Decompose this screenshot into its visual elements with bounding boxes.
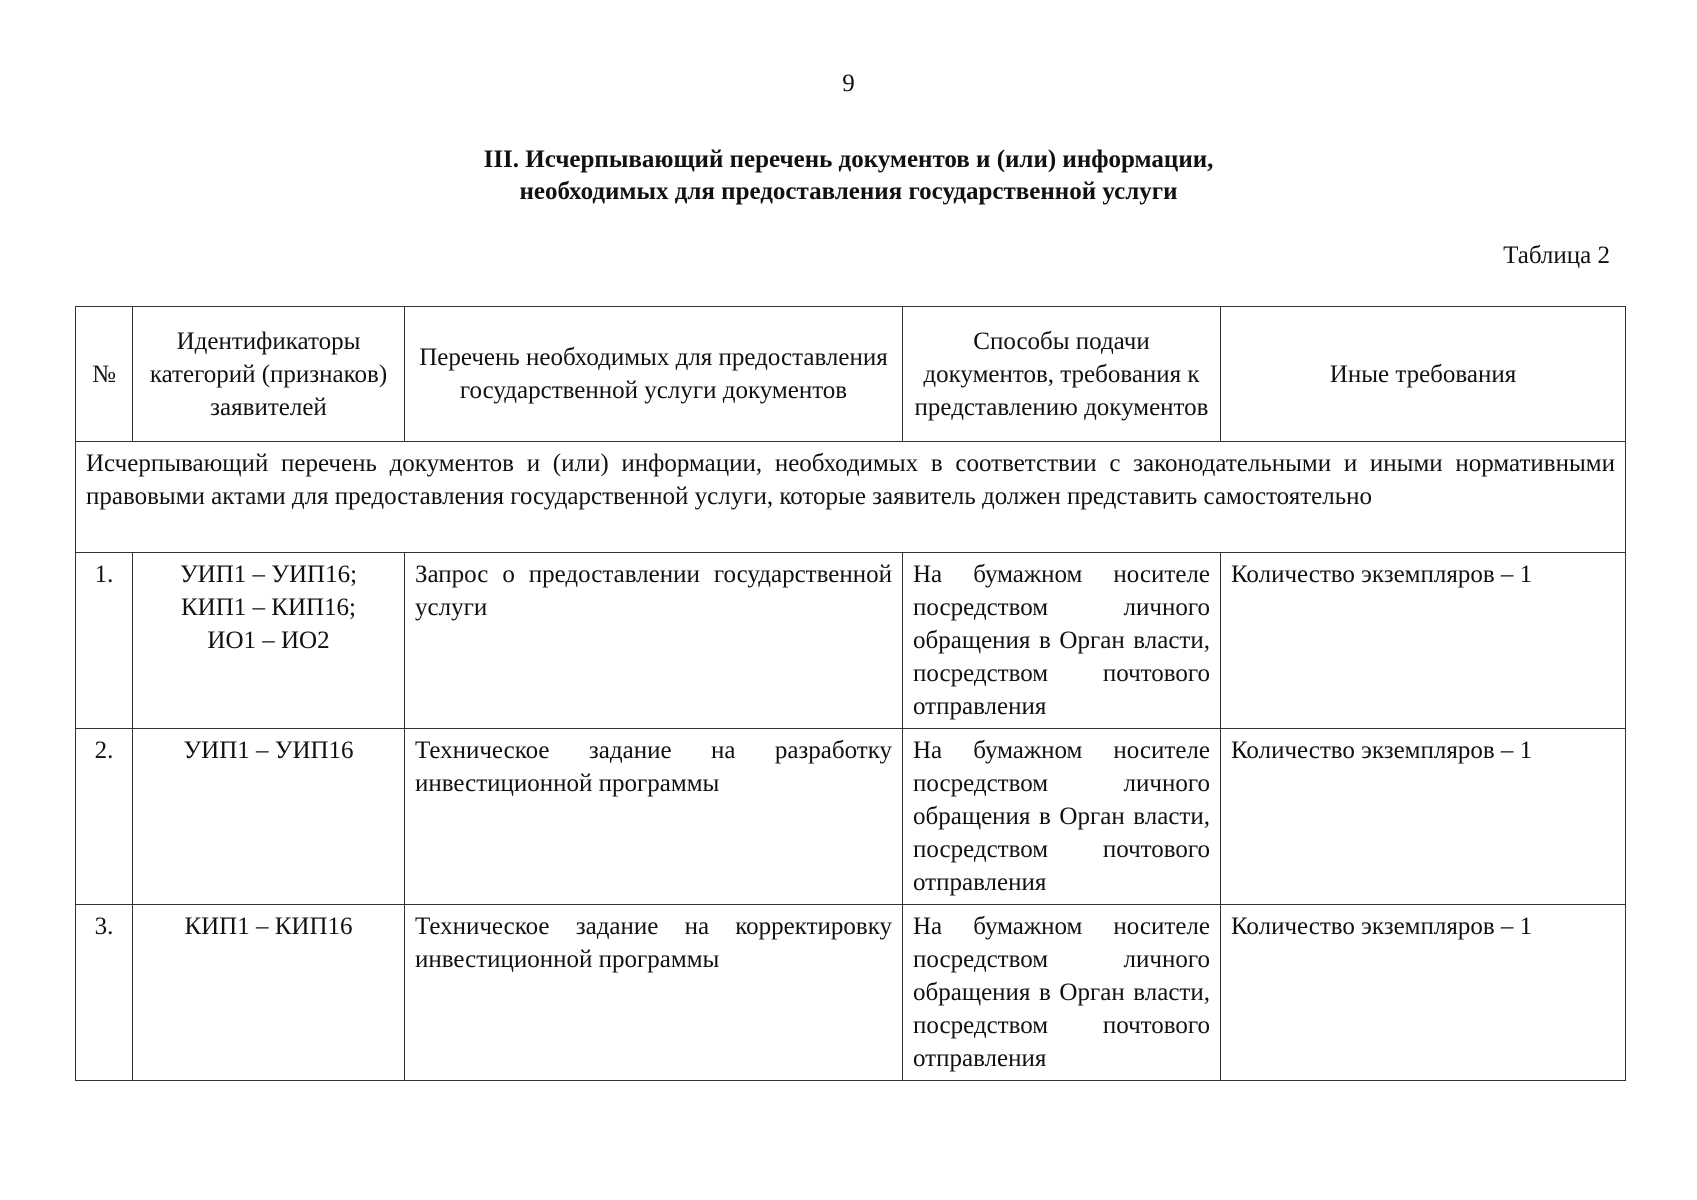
section-title-line-2: необходимых для предоставления государственной услуги (519, 178, 1178, 205)
section-title (0, 144, 1697, 208)
applicant-id-line: УИП1 – УИП16; (179, 561, 358, 588)
row-submission-method: На бумажном носителе посредством личного обращения в Орган власти, посредством почтового отправления (903, 729, 1221, 905)
section-row (76, 442, 1626, 553)
row-document: Техническое задание на разработку инвестиционной программы (405, 729, 903, 905)
header-applicant-ids: Идентификаторы категорий (признаков) заявителей (133, 307, 405, 442)
row-applicant-ids (133, 729, 405, 905)
applicant-id-line: ИО1 – ИО2 (207, 627, 330, 654)
header-submission-methods: Способы подачи документов, требования к представлению документов (903, 307, 1221, 442)
header-documents: Перечень необходимых для предоставления государственной услуги документов (405, 307, 903, 442)
row-number: 3. (76, 905, 133, 1081)
row-number: 1. (76, 553, 133, 729)
row-submission-method: На бумажном носителе посредством личного обращения в Орган власти, посредством почтового отправления (903, 553, 1221, 729)
row-submission-method: На бумажном носителе посредством личного обращения в Орган власти, посредством почтового отправления (903, 905, 1221, 1081)
header-other-requirements: Иные требования (1221, 307, 1626, 442)
table-row (76, 553, 1626, 729)
documents-table (75, 306, 1626, 1081)
row-other-requirements: Количество экземпляров – 1 (1221, 553, 1626, 729)
row-document: Техническое задание на корректировку инвестиционной программы (405, 905, 903, 1081)
table-header-row (76, 307, 1626, 442)
row-applicant-ids (133, 553, 405, 729)
row-other-requirements: Количество экземпляров – 1 (1221, 729, 1626, 905)
applicant-id-line: УИП1 – УИП16 (183, 737, 354, 764)
section-row-text: Исчерпывающий перечень документов и (или) информации, необходимых в соответствии с законодательными и иными нормативными правовыми актами для предоставления государственной услуги, которые заявитель должен представить самостоятельно (76, 442, 1626, 553)
table-row (76, 729, 1626, 905)
row-other-requirements: Количество экземпляров – 1 (1221, 905, 1626, 1081)
row-document: Запрос о предоставлении государственной услуги (405, 553, 903, 729)
page-number: 9 (842, 70, 855, 97)
section-title-line-1: III. Исчерпывающий перечень документов и (или) информации, (483, 146, 1214, 173)
table-label: Таблица 2 (1503, 242, 1610, 269)
row-number: 2. (76, 729, 133, 905)
applicant-id-line: КИП1 – КИП16 (184, 913, 353, 940)
applicant-id-line: КИП1 – КИП16; (180, 594, 356, 621)
row-applicant-ids (133, 905, 405, 1081)
table-row (76, 905, 1626, 1081)
header-number: № (76, 307, 133, 442)
